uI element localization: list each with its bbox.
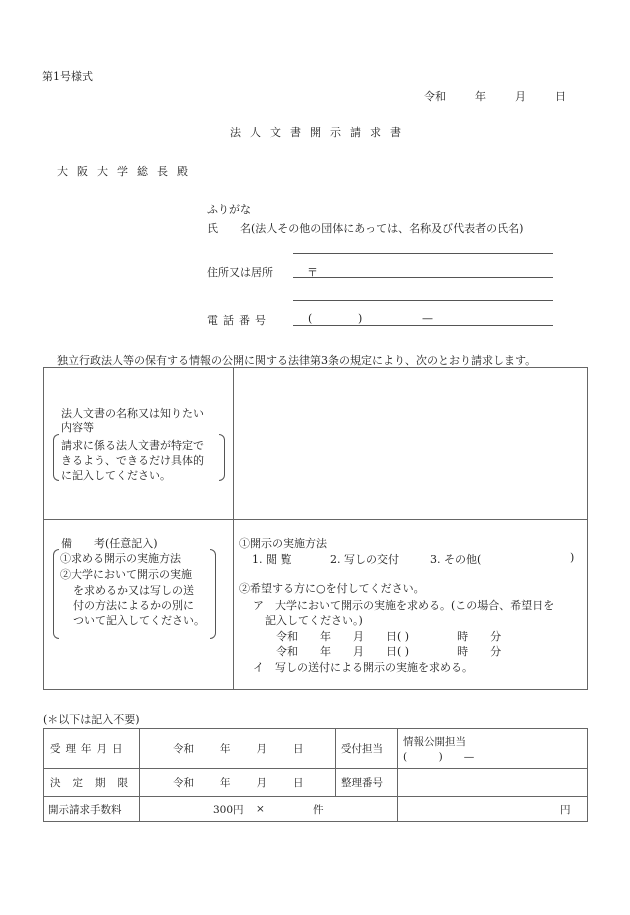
option-i[interactable]: イ 写しの送付による開示の実施を求める。	[253, 661, 473, 674]
document-note-2: きるよう、できるだけ具体的	[61, 454, 204, 467]
received-label: 受理年月日	[50, 742, 128, 755]
furigana-label: ふりがな	[207, 203, 251, 216]
document-content-field[interactable]	[240, 372, 580, 512]
day: 日	[293, 742, 304, 755]
phone-field[interactable]	[293, 325, 553, 326]
month: 月	[353, 630, 364, 643]
phone-close: )	[358, 312, 363, 325]
day: 日( )	[386, 645, 410, 658]
header-date	[424, 88, 566, 104]
name-label	[207, 220, 523, 236]
method-option-other-close: )	[570, 551, 575, 564]
document-note-1: 請求に係る法人文書が特定で	[61, 439, 204, 452]
received-date	[173, 728, 304, 768]
minute: 分	[490, 630, 502, 643]
date-era: 令和	[424, 90, 446, 103]
bracket-right	[219, 434, 225, 481]
address-field-2[interactable]	[293, 300, 553, 301]
document-label-2: 内容等	[61, 421, 94, 434]
option-a[interactable]: ア 大学において開示の実施を求める。(この場合、希望日を	[253, 599, 555, 612]
remarks-label-1: 備	[61, 537, 72, 550]
year: 年	[320, 645, 331, 658]
addressee: 大阪大学総長殿	[57, 165, 197, 178]
month: 月	[353, 645, 364, 658]
phone-dash: —	[422, 312, 433, 325]
reception-label: 受付担当	[341, 742, 383, 755]
preferred-date-2[interactable]	[276, 643, 501, 659]
date-month: 月	[515, 90, 526, 103]
statement: 独立行政法人等の保有する情報の公開に関する法律第3条の規定により、次のとおり請求します。	[57, 354, 537, 367]
date-day: 日	[555, 90, 566, 103]
minute: 分	[490, 645, 502, 658]
page-title: 法人文書開示請求書	[230, 126, 410, 139]
remarks-bracket-left	[53, 549, 59, 639]
name-label-1: 氏	[207, 222, 218, 235]
remarks-note-1: ①求める開示の実施方法	[60, 552, 181, 565]
form-number: 第1号様式	[42, 70, 93, 83]
era: 令和	[173, 742, 194, 755]
method-option-view[interactable]: 1. 閲 覧	[252, 553, 292, 566]
phone-open: (	[308, 312, 313, 325]
remarks-note-3: を求めるか又は写しの送	[73, 584, 194, 597]
day: 日	[293, 776, 304, 789]
era: 令和	[276, 630, 298, 643]
postal-mark: 〒	[307, 266, 318, 279]
remarks-label-2: 考(任意記入)	[94, 537, 158, 550]
deadline-label: 決定期限	[50, 776, 140, 789]
name-field[interactable]	[293, 253, 553, 254]
office-col-2	[335, 728, 336, 796]
method-option-copy[interactable]: 2. 写しの交付	[330, 553, 399, 566]
preferred-date-1[interactable]	[276, 628, 501, 644]
document-label: 法人文書の名称又は知りたい	[61, 407, 204, 420]
remarks-note-2: ②大学において開示の実施	[60, 568, 192, 581]
option-a-2: 記入してください。)	[265, 614, 363, 627]
method-heading: ①開示の実施方法	[239, 537, 327, 550]
deadline-date	[173, 768, 304, 796]
fee-label: 開示請求手数料	[48, 803, 122, 816]
month: 月	[256, 742, 267, 755]
remarks-bracket-right	[210, 549, 216, 639]
method-option-other[interactable]: 3. その他(	[430, 553, 482, 566]
request-table-row-divider	[43, 519, 588, 520]
era: 令和	[276, 645, 298, 658]
office-note: (＊以下は記入不要)	[43, 713, 140, 726]
phone-label: 電話番号	[207, 314, 271, 327]
era: 令和	[173, 776, 194, 789]
remarks-note-5: ついて記入してください。	[73, 614, 205, 627]
day: 日( )	[386, 630, 410, 643]
bracket-left	[53, 434, 59, 481]
remarks-note-4: 付の方法によるかの別に	[73, 599, 194, 612]
year: 年	[320, 630, 331, 643]
year: 年	[220, 776, 231, 789]
fee-unit: 300円	[213, 803, 244, 816]
address-label: 住所又は居所	[207, 266, 273, 279]
fee-times: ×	[256, 803, 265, 815]
hour: 時	[457, 645, 469, 658]
office-col-3	[397, 728, 398, 822]
year: 年	[220, 742, 231, 755]
month: 月	[256, 776, 267, 789]
reference-label: 整理番号	[341, 776, 383, 789]
fee-count-unit: 件	[313, 803, 324, 816]
name-label-2: 名(法人その他の団体にあっては、名称及び代表者の氏名)	[240, 222, 524, 235]
remarks-label	[61, 535, 158, 551]
address-field-1[interactable]	[293, 277, 553, 278]
reception-value-2: ( ) —	[403, 751, 475, 763]
preference-heading: ②希望する方に○を付してください。	[239, 582, 425, 595]
request-table-divider	[233, 367, 234, 690]
hour: 時	[457, 630, 469, 643]
reception-value-1: 情報公開担当	[403, 736, 466, 748]
fee-total-unit: 円	[560, 803, 571, 816]
date-year: 年	[475, 90, 486, 103]
document-note-3: に記入してください。	[61, 469, 171, 482]
